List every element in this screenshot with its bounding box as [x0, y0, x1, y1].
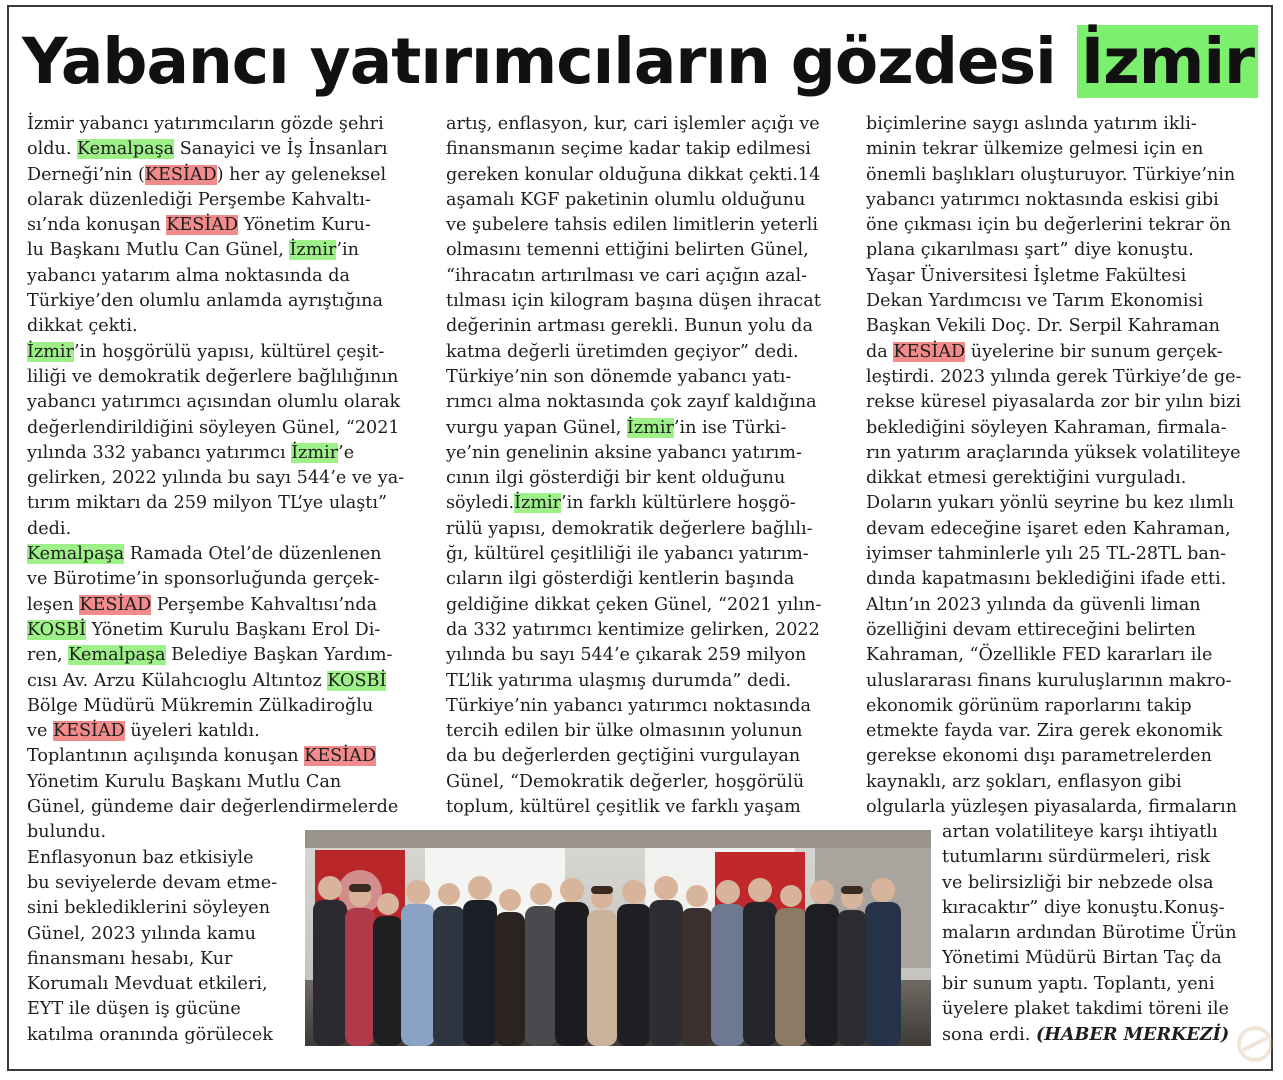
text-line: rülü yapısı, demokratik değerlere bağlılı-: [446, 518, 813, 539]
text-line: Günel, gündeme dair değerlendirmelerde: [27, 797, 399, 818]
text-line: rekse küresel piyasalarda zor bir yılın bizi: [866, 392, 1241, 413]
text-line: Doların yukarı yönlü seyrine bu kez ılımlı: [866, 493, 1234, 514]
text-line: TL’lik yatırıma ulaşmış durumda” dedi.: [446, 670, 792, 691]
highlight-kesiad: KESİAD: [144, 164, 217, 185]
text-line: İzmir yabancı yatırımcıların gözde şehri: [27, 114, 384, 134]
text-line: Başkan Vekili Doç. Dr. Serpil Kahraman: [866, 316, 1221, 337]
text-line: ekonomik görünüm raporlarını takip: [866, 695, 1192, 716]
highlight-kemalpasa: Kemalpaşa: [27, 544, 125, 565]
text-line: yabancı yatırımcı açısından olumlu olarak: [27, 392, 401, 413]
text-line: Derneği’nin (KESİAD) her ay geleneksel: [27, 164, 387, 185]
highlight-kosbi: KOSBİ: [327, 670, 387, 691]
byline-credit: (HABER MERKEZİ): [1035, 1024, 1230, 1046]
text-line: Yönetim Kurulu Başkanı Mutlu Can: [27, 771, 342, 792]
text-line: ye’nin genelinin aksine yabancı yatırım-: [446, 442, 802, 463]
text-line: cısı Av. Arzu Külahcıoglu Altıntoz KOSBİ: [27, 670, 387, 691]
text-line: Korumalı Mevduat etkileri,: [27, 974, 268, 995]
text-line: EYT ile düşen iş gücüne: [27, 999, 241, 1020]
text-line: Günel, 2023 yılında kamu: [27, 923, 256, 944]
highlight-izmir: İzmir: [289, 240, 337, 261]
text-line: iyimser tahminlerle yılı 25 TL-28TL ban-: [866, 544, 1227, 565]
headline-highlight: İzmir: [1077, 25, 1258, 98]
text-line: kaynaklı, arz şokları, enflasyon gibi: [866, 771, 1182, 792]
text-line: Altın’ın 2023 yılında da güvenli liman: [866, 594, 1201, 615]
highlight-izmir: İzmir: [27, 341, 74, 362]
text-line: yabancı yatarım alma noktasında da: [27, 265, 350, 286]
text-line: da KESİAD üyelerine bir sunum gerçek-: [866, 341, 1223, 362]
highlight-kesiad: KESİAD: [893, 341, 966, 362]
text-line: ve şubelere tahsis edilen limitlerin yeterli: [446, 215, 818, 236]
highlight-kesiad: KESİAD: [304, 746, 376, 767]
text-line: vurgu yapan Günel, İzmir’in ise Türki-: [446, 417, 787, 438]
text-line: da 332 yatırımcı kentimize gelirken, 2022: [446, 619, 820, 640]
text-line: gereken konular olduğuna dikkat çekti.14: [446, 164, 821, 185]
text-line: Kahraman, “Özellikle FED kararları ile: [866, 645, 1213, 666]
text-line: artış, enflasyon, kur, cari işlemler açığı ve: [446, 114, 820, 134]
text-line: minin tekrar ülkemize gelmesi için en: [866, 139, 1204, 160]
highlight-izmir: İzmir: [291, 442, 339, 463]
column-2: [446, 112, 821, 820]
text-line: lu Başkanı Mutlu Can Günel, İzmir’in: [27, 240, 359, 261]
highlight-kesiad: KESİAD: [166, 215, 239, 236]
highlight-kosbi: KOSBİ: [27, 619, 87, 640]
text-line: beklediğini söyleyen Kahraman, firmala-: [866, 417, 1227, 438]
text-line: gelirken, 2022 yılında bu sayı 544’e ve ya-: [27, 468, 405, 489]
text-line: ren, Kemalpaşa Belediye Başkan Yardım-: [27, 645, 393, 666]
text-line: KOSBİ Yönetim Kurulu Başkanı Erol Di-: [27, 619, 381, 640]
text-line: olmasını temenni ettiğini belirten Günel,: [446, 240, 809, 261]
text-line: Toplantının açılışında konuşan KESİAD: [27, 746, 376, 767]
text-line: finansmanın seçime kadar takip edilmesi: [446, 139, 811, 160]
text-line: katılma oranında görülecek: [27, 1024, 273, 1045]
text-line: dikkat çekti.: [27, 316, 138, 337]
highlight-izmir: İzmir: [626, 417, 674, 438]
text-line: Türkiye’den olumlu anlamda ayrıştığına: [27, 291, 383, 312]
text-line: özelliğini devam ettireceğini belirten: [866, 619, 1196, 640]
text-line: da bu değerlerden geçtiğini vurgulayan: [446, 746, 801, 767]
text-line: artan volatiliteye karşı ihtiyatlı: [942, 822, 1218, 842]
text-line: Kemalpaşa Ramada Otel’de düzenlenen: [27, 544, 382, 565]
text-line: ve Bürotime’in sponsorluğunda gerçek-: [27, 569, 380, 590]
text-line: dikkat etmesi gerektiğini vurguladı.: [866, 468, 1187, 489]
watermark-icon: [1235, 1024, 1275, 1064]
text-line: finansmanı hesabı, Kur: [27, 948, 233, 969]
text-line: etmekte fayda var. Zira gerek ekonomik: [866, 721, 1223, 742]
text-line: Enflasyonun baz etkisiyle: [27, 847, 254, 868]
text-line: biçimlerine saygı aslında yatırım ikli-: [866, 114, 1197, 134]
headline: [22, 22, 1255, 102]
text-line: cının ilgi gösterdiği bir kent olduğunu: [446, 468, 786, 489]
text-line: ğı, kültürel çeşitliliği ile yabancı yatırım-: [446, 544, 809, 565]
text-line: Bölge Müdürü Mükremin Zülkadiroğlu: [27, 695, 374, 716]
text-line: yabancı yatırımcı noktasında eskisi gibi: [866, 189, 1219, 210]
text-line: oldu. Kemalpaşa Sanayici ve İş İnsanları: [27, 139, 388, 160]
highlight-kemalpasa: Kemalpaşa: [68, 645, 166, 666]
text-line: plana çıkarılması şart” diye konuştu.: [866, 240, 1194, 261]
text-line: önemli başlıkları oluşturuyor. Türkiye’nin: [866, 164, 1236, 185]
text-line: yılında 332 yabancı yatırımcı İzmir’e: [27, 442, 355, 463]
text-line: Yaşar Üniversitesi İşletme Fakültesi: [866, 265, 1187, 286]
highlight-kemalpasa: Kemalpaşa: [77, 139, 175, 160]
text-line: gerekse ekonomi dışı parametrelerden: [866, 746, 1212, 767]
group-photo-illustration: [305, 830, 931, 1046]
text-line: toplum, kültürel çeşitlik ve farklı yaşam: [446, 797, 801, 818]
text-line: “ihracatın artırılması ve cari açığın azal-: [446, 265, 808, 286]
text-line: katma değerli üretimden geçiyor” dedi.: [446, 341, 799, 362]
text-line: öne çıkması için bu değerlerini tekrar ön: [866, 215, 1232, 236]
text-line: sini beklediklerini söyleyen: [27, 898, 271, 919]
text-line: Yönetimi Müdürü Birtan Taç da: [942, 948, 1222, 969]
text-line: ve KESİAD üyeleri katıldı.: [27, 721, 260, 742]
text-line: rımcı alma noktasında çok zayıf kaldığına: [446, 392, 817, 413]
text-line: Türkiye’nin yabancı yatırımcı noktasında: [446, 695, 811, 716]
text-line: maların ardından Bürotime Ürün: [942, 923, 1237, 944]
highlight-kesiad: KESİAD: [79, 594, 152, 615]
text-line: değerinin artması gerekli. Bunun yolu da: [446, 316, 813, 337]
text-line: leşen KESİAD Perşembe Kahvaltısı’nda: [27, 594, 378, 615]
group-photo: [305, 830, 931, 1046]
text-line: bulundu.: [27, 822, 107, 843]
text-line: dında kapatmasını beklediğini ifade etti.: [866, 569, 1227, 590]
text-line: bir sunum yaptı. Toplantı, yeni: [942, 973, 1215, 994]
headline-text: Yabancı yatırımcıların gözdesi: [22, 25, 1077, 98]
text-line: sı’nda konuşan KESİAD Yönetim Kuru-: [27, 215, 371, 236]
text-line: uluslararası finans kuruluşlarının makro-: [866, 670, 1232, 691]
text-line: tercih edilen bir ülke olmasının yolunun: [446, 721, 803, 742]
text-line: Türkiye’nin son dönemde yabancı yatı-: [446, 366, 792, 387]
text-line: yılında bu sayı 544’e çıkarak 259 milyon: [446, 645, 807, 666]
text-line: geldiğine dikkat çeken Günel, “2021 yılın-: [446, 594, 822, 615]
text-line: tutumlarını sürdürmeleri, risk: [942, 847, 1211, 868]
text-line: devam edeceğine işaret eden Kahraman,: [866, 518, 1231, 539]
text-line: liliği ve demokratik değerlere bağlılığının: [27, 366, 399, 387]
text-line: ve belirsizliği bir nebzede olsa: [942, 872, 1214, 893]
text-line: leştirdi. 2023 yılında gerek Türkiye’de ge-: [866, 366, 1242, 387]
column-3-wrap: [942, 820, 1237, 1049]
text-line: İzmir’in hoşgörülü yapısı, kültürel çeşit-: [27, 341, 385, 362]
text-line: tırım miktarı da 259 milyon TL’ye ulaştı”: [27, 493, 387, 514]
highlight-izmir: İzmir: [514, 493, 562, 514]
text-line: aşamalı KGF paketinin olumlu olduğunu: [446, 189, 806, 210]
column-3: [866, 112, 1241, 820]
text-line: olgularla yüzleşen piyasalarda, firmaların: [866, 797, 1238, 818]
text-line: cıların ilgi gösterdiği kentlerin başında: [446, 569, 795, 590]
text-line: söyledi.İzmir’in farklı kültürlere hoşgö-: [446, 493, 796, 514]
text-line: dedi.: [27, 518, 72, 539]
text-line: Dekan Yardımcısı ve Tarım Ekonomisi: [866, 291, 1204, 312]
text-line: üyelere plaket takdimi töreni ile: [942, 999, 1229, 1020]
text-line: rın yatırım araçlarında yüksek volatiliteye: [866, 442, 1241, 463]
text-line: bu seviyelerde devam etme-: [27, 872, 278, 893]
text-line: kıracaktır” diye konuştu.Konuş-: [942, 897, 1225, 918]
text-line: tılması için kilogram başına düşen ihracat: [446, 291, 821, 312]
highlight-kesiad: KESİAD: [52, 721, 125, 742]
text-line: Günel, “Demokratik değerler, hoşgörülü: [446, 771, 805, 792]
text-line: değerlendirildiğini söyleyen Günel, “2021: [27, 417, 400, 438]
text-line: olarak düzenlediği Perşembe Kahvaltı-: [27, 189, 371, 210]
text-line: sona erdi. (HABER MERKEZİ): [942, 1024, 1230, 1046]
